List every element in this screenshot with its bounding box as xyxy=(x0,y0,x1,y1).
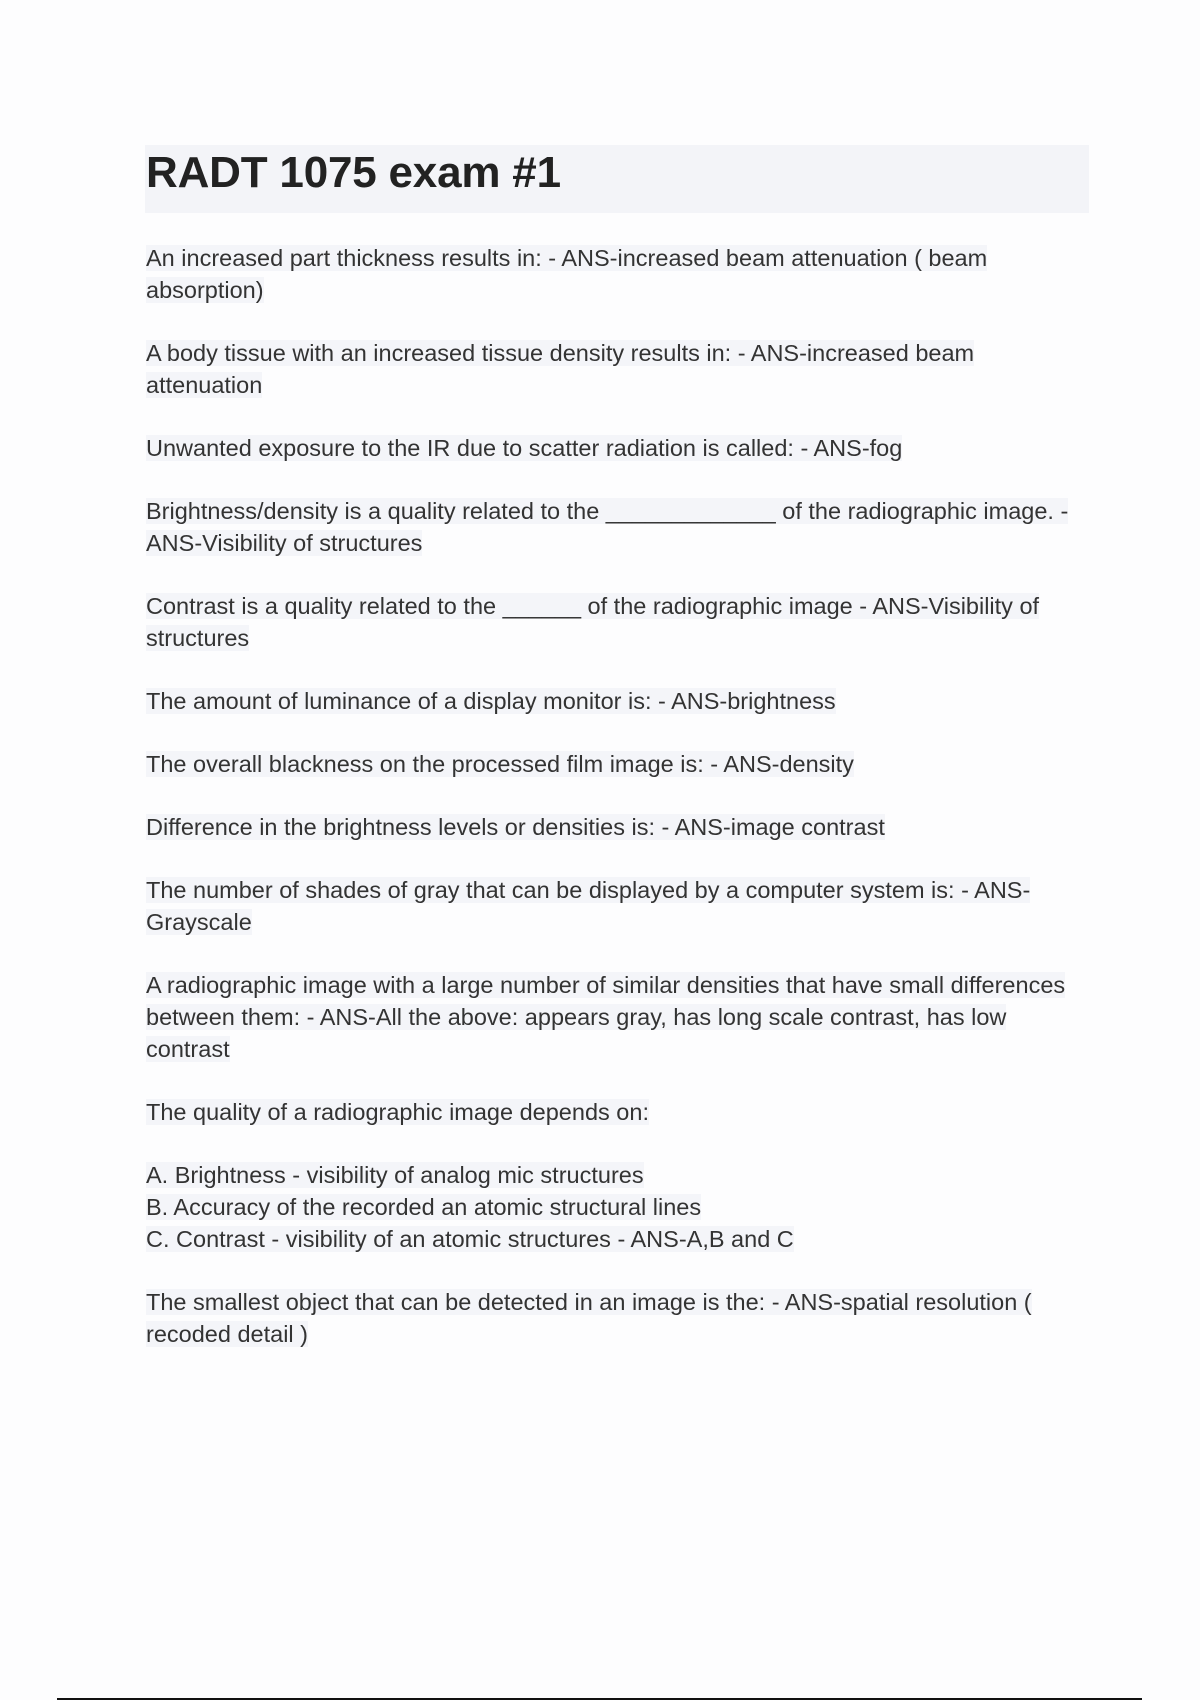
list-item: C. Contrast - visibility of an atomic structures - ANS-A,B and C xyxy=(146,1226,794,1252)
qa-entry: Contrast is a quality related to the ______ of the radiographic image - ANS-Visibility of structures xyxy=(146,593,1040,651)
qa-entry: Unwanted exposure to the IR due to scatter radiation is called: - ANS-fog xyxy=(146,435,903,461)
qa-entry: Difference in the brightness levels or densities is: - ANS-image contrast xyxy=(146,814,885,840)
list-item: B. Accuracy of the recorded an atomic structural lines xyxy=(146,1194,702,1220)
qa-entry: An increased part thickness results in: - ANS-increased beam attenuation ( beam absorption) xyxy=(146,245,988,303)
qa-entry: The smallest object that can be detected in an image is the: - ANS-spatial resolution ( recoded detail ) xyxy=(146,1289,1032,1347)
answer-options-list xyxy=(146,1159,1091,1255)
qa-entry: The quality of a radiographic image depends on: xyxy=(146,1099,649,1125)
document-title: RADT 1075 exam #1 xyxy=(146,148,561,197)
qa-entry: The amount of luminance of a display monitor is: - ANS-brightness xyxy=(146,688,836,714)
qa-entry: Brightness/density is a quality related to the _____________ of the radiographic image. - ANS-Visibility of structures xyxy=(146,498,1069,556)
qa-entry: The number of shades of gray that can be displayed by a computer system is: - ANS-Grayscale xyxy=(146,877,1031,935)
qa-entry: A radiographic image with a large number of similar densities that have small differences between them: - ANS-All the above: appears gray, has long scale contrast, has low contrast xyxy=(146,972,1066,1062)
qa-entry: The overall blackness on the processed film image is: - ANS-density xyxy=(146,751,854,777)
qa-entry: A body tissue with an increased tissue density results in: - ANS-increased beam attenuation xyxy=(146,340,975,398)
document-body xyxy=(146,242,1091,1381)
list-item: A. Brightness - visibility of analog mic structures xyxy=(146,1162,644,1188)
